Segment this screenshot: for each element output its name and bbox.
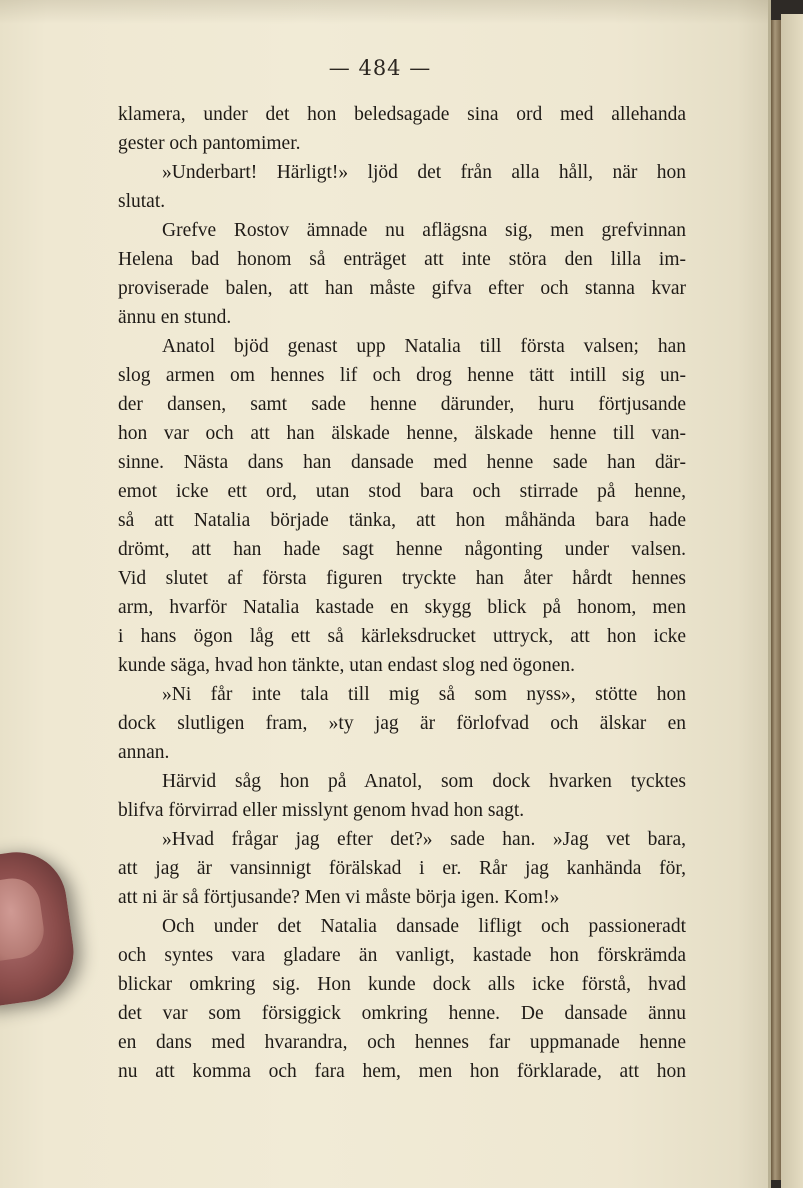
text-line: hon var och att han älskade henne, älskade henne till van- xyxy=(118,423,686,444)
text-line: att jag är vansinnigt förälskad i er. Rår jag kanhända för, xyxy=(118,858,686,879)
text-line: Härvid såg hon på Anatol, som dock hvarken tycktes xyxy=(162,771,686,792)
text-line: slutat. xyxy=(118,191,166,212)
text-line: blickar omkring sig. Hon kunde dock alls icke förstå, hvad xyxy=(118,974,686,995)
text-line: slog armen om hennes lif och drog henne tätt intill sig un- xyxy=(118,365,686,386)
text-line: »Hvad frågar jag efter det?» sade han. »Jag vet bara, xyxy=(162,829,686,850)
text-line: annan. xyxy=(118,742,170,763)
text-line: så att Natalia började tänka, att hon måhända bara hade xyxy=(118,510,686,531)
text-line: arm, hvarför Natalia kastade en skygg blick på honom, men xyxy=(118,597,686,618)
text-line: i hans ögon låg ett så kärleksdrucket uttryck, att hon icke xyxy=(118,626,686,647)
text-line: gester och pantomimer. xyxy=(118,133,301,154)
text-line: ännu en stund. xyxy=(118,307,232,328)
text-line: Grefve Rostov ämnade nu aflägsna sig, men grefvinnan xyxy=(162,220,686,241)
text-line: kunde säga, hvad hon tänkte, utan endast slog ned ögonen. xyxy=(118,655,576,676)
text-line: det var som försiggick omkring henne. De dansade ännu xyxy=(118,1003,686,1024)
text-line: att ni är så förtjusande? Men vi måste börja igen. Kom!» xyxy=(118,887,560,908)
text-line: sinne. Nästa dans han dansade med henne sade han där- xyxy=(118,452,686,473)
next-page-edge xyxy=(781,14,803,1188)
text-line: emot icke ett ord, utan stod bara och stirrade på henne, xyxy=(118,481,686,502)
text-line: Helena bad honom så enträget att inte störa den lilla im- xyxy=(118,249,686,270)
text-line: en dans med hvarandra, och hennes far uppmanade henne xyxy=(118,1032,686,1053)
text-line: der dansen, samt sade henne därunder, huru förtjusande xyxy=(118,394,686,415)
text-line: blifva förvirrad eller misslynt genom hvad hon sagt. xyxy=(118,800,525,821)
text-line: drömt, att han hade sagt henne någonting under valsen. xyxy=(118,539,686,560)
text-line: klamera, under det hon beledsagade sina ord med allehanda xyxy=(118,104,686,125)
text-line: Anatol bjöd genast upp Natalia till första valsen; han xyxy=(162,336,686,357)
text-line: och syntes vara gladare än vanligt, kastade hon förskrämda xyxy=(118,945,686,966)
text-line: Och under det Natalia dansade lifligt och passioneradt xyxy=(162,916,686,937)
text-line: »Underbart! Härligt!» ljöd det från alla håll, när hon xyxy=(162,162,686,183)
text-line: Vid slutet af första figuren tryckte han åter hårdt hennes xyxy=(118,568,686,589)
book-spine-shadow xyxy=(771,20,781,1180)
text-line: dock slutligen fram, »ty jag är förlofvad och älskar en xyxy=(118,713,686,734)
text-line: »Ni får inte tala till mig så som nyss», stötte hon xyxy=(162,684,686,705)
text-line: nu att komma och fara hem, men hon förklarade, att hon xyxy=(118,1061,686,1082)
text-line: proviserade balen, att han måste gifva efter och stanna kvar xyxy=(118,278,686,299)
page-number: — 484 — xyxy=(328,56,432,80)
